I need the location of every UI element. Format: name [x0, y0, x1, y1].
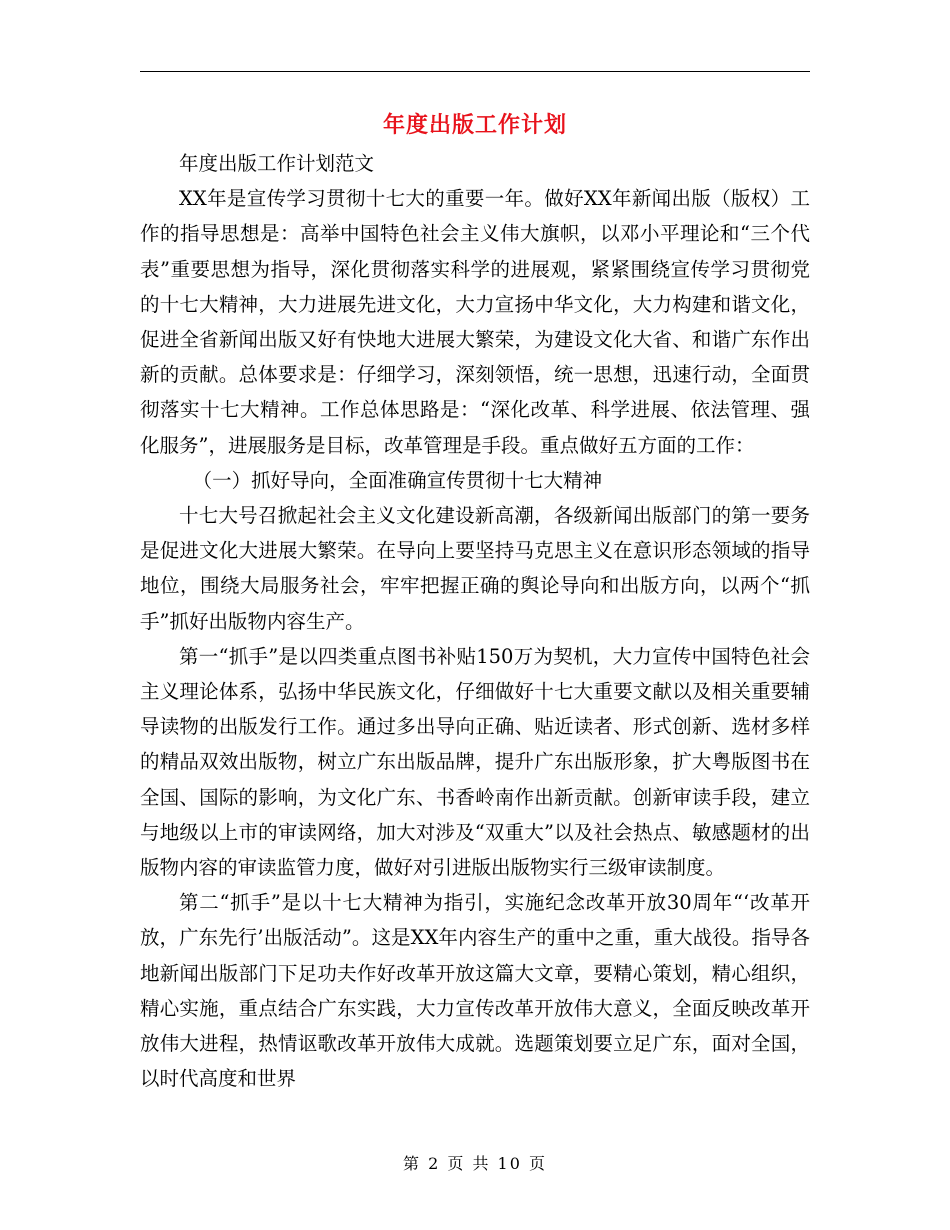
intro-paragraph: XX年是宣传学习贯彻十七大的重要一年。做好XX年新闻出版（版权）工作的指导思想是：高举中国特色社会主义伟大旗帜，以邓小平理论和“三个代表”重要思想为指导，深化贯彻落实科学的进展观，紧紧围绕宣传学习贯彻党的十七大精神，大力进展先进文化，大力宣扬中华文化，大力构建和谐文化，促进全省新闻出版又好有快地大进展大繁荣，为建设文化大省、和谐广东作出新的贡献。总体要求是：仔细学习，深刻领悟，统一思想，迅速行动，全面贯彻落实十七大精神。工作总体思路是：“深化改革、科学进展、依法管理、强化服务”，进展服务是目标，改革管理是手段。重点做好五方面的工作： [140, 187, 810, 457]
page-number: 第 2 页 共 10 页 [403, 1154, 547, 1173]
header-rule [140, 71, 810, 72]
document-title: 年度出版工作计划 [382, 112, 567, 138]
document-body [140, 146, 810, 1096]
body-paragraph: 第二“抓手”是以十七大精神为指引，实施纪念改革开放30周年“‘改革开放，广东先行’出版活动”。这是XX年内容生产的重中之重，重大战役。指导各地新闻出版部门下足功夫作好改革开放这篇大文章，要精心策划，精心组织，精心实施，重点结合广东实践，大力宣传改革开放伟大意义，全面反映改革开放伟大进程，热情讴歌改革开放伟大成就。选题策划要立足广东，面对全国，以时代高度和世界 [140, 891, 810, 1091]
subtitle-paragraph: 年度出版工作计划范文 [179, 152, 375, 175]
body-paragraph: 十七大号召掀起社会主义文化建设新高潮，各级新闻出版部门的第一要务是促进文化大进展大繁荣。在导向上要坚持马克思主义在意识形态领域的指导地位，围绕大局服务社会，牢牢把握正确的舆论导向和出版方向，以两个“抓手”抓好出版物内容生产。 [140, 504, 810, 633]
section-heading: （一）抓好导向，全面准确宣传贯彻十七大精神 [192, 468, 603, 492]
body-paragraph: 第一“抓手”是以四类重点图书补贴150万为契机，大力宣传中国特色社会主义理论体系，弘扬中华民族文化，仔细做好十七大重要文献以及相关重要辅导读物的出版发行工作。通过多出导向正确、贴近读者、形式创新、选材多样的精品双效出版物，树立广东出版品牌，提升广东出版形象，扩大粤版图书在全国、国际的影响，为文化广东、书香岭南作出新贡献。创新审读手段，建立与地级以上市的审读网络，加大对涉及“双重大”以及社会热点、敏感题材的出版物内容的审读监管力度，做好对引进版出版物实行三级审读制度。 [140, 644, 810, 880]
